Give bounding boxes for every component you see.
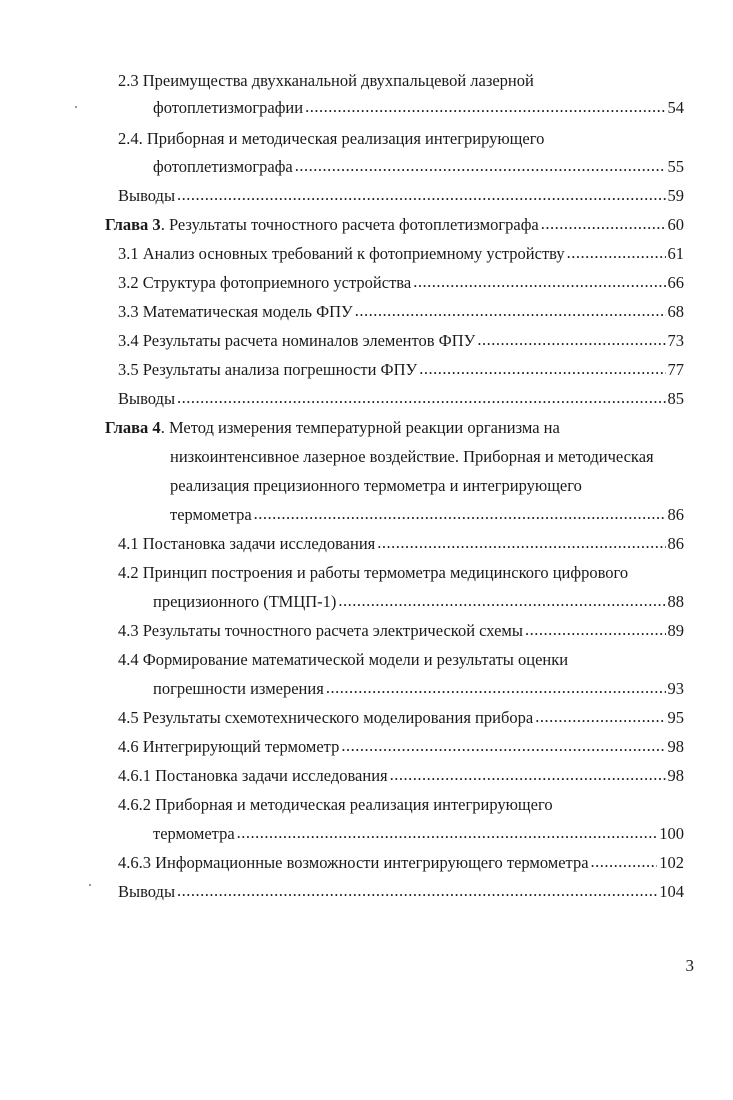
toc-entry-conclusions-3[interactable] — [118, 389, 684, 409]
toc-page-number: 89 — [667, 621, 684, 640]
toc-entry-chapter-3[interactable] — [105, 215, 684, 235]
toc-entry-4-2-line2: прецизионного (ТМЦП-1) — [153, 592, 337, 611]
dot-leader — [254, 506, 666, 520]
toc-entry-4-4-line1: 4.4 Формирование математической модели и результаты оценки — [118, 650, 569, 669]
toc-entry-4-6-2-line1: 4.6.2 Приборная и методическая реализация интегрирующего — [118, 795, 553, 814]
dot-leader — [326, 680, 666, 694]
dot-leader — [567, 245, 666, 259]
toc-entry-3-1[interactable] — [118, 244, 684, 264]
chapter-title: . Метод измерения температурной реакции организма на — [160, 418, 560, 437]
toc-entry-conclusions-2[interactable] — [118, 186, 684, 206]
toc-page-number: 85 — [667, 389, 684, 408]
toc-page-number: 98 — [667, 737, 684, 756]
toc-page-number: 77 — [667, 360, 684, 379]
toc-entry-chapter-4-line1 — [105, 418, 560, 438]
toc-page-number: 88 — [667, 592, 684, 611]
toc-page-number: 60 — [667, 215, 684, 234]
dot-leader — [413, 274, 665, 288]
dot-leader — [477, 332, 665, 346]
dot-leader — [338, 593, 665, 607]
dot-leader — [177, 390, 665, 404]
toc-entry-2-4-line2: фотоплетизмографа — [153, 157, 293, 176]
toc-page-number: 73 — [667, 331, 684, 350]
chapter-prefix: Глава 3 — [105, 215, 161, 234]
toc-entry-label — [105, 215, 539, 235]
toc-entry-2-3-line1: 2.3 Преимущества двухканальной двухпальцевой лазерной — [118, 71, 534, 90]
dot-leader — [177, 883, 657, 897]
toc-entry-4-6-3[interactable] — [118, 853, 684, 873]
dot-leader — [237, 825, 658, 839]
toc-entry-label: 4.3 Результаты точностного расчета электрической схемы — [118, 621, 523, 640]
toc-page-number: 66 — [667, 273, 684, 292]
toc-entry-4-6-2[interactable] — [153, 824, 684, 844]
toc-page-number: 93 — [667, 679, 684, 698]
dot-leader — [390, 767, 666, 781]
scan-speck — [75, 106, 77, 108]
dot-leader — [355, 303, 666, 317]
toc-entry-label: 4.5 Результаты схемотехнического моделирования прибора — [118, 708, 534, 727]
toc-entry-chapter-4[interactable] — [170, 505, 684, 525]
toc-entry-chapter-4-line3: реализация прецизионного термометра и интегрирующего — [170, 476, 582, 495]
toc-page-number: 86 — [667, 534, 684, 553]
toc-entry-4-2-line1: 4.2 Принцип построения и работы термометра медицинского цифрового — [118, 563, 629, 582]
chapter-prefix: Глава 4 — [105, 418, 161, 437]
toc-entry-4-1[interactable] — [118, 534, 684, 554]
toc-page-number: 95 — [667, 708, 684, 727]
toc-entry-label: 4.6.1 Постановка задачи исследования — [118, 766, 388, 785]
toc-page-number: 86 — [667, 505, 684, 524]
toc-entry-2-3[interactable] — [153, 98, 684, 118]
toc-entry-3-4[interactable] — [118, 331, 684, 351]
toc-page-number: 68 — [667, 302, 684, 321]
toc-entry-3-3[interactable] — [118, 302, 684, 322]
toc-page-number: 104 — [659, 882, 684, 901]
toc-entry-label: 3.4 Результаты расчета номиналов элементов ФПУ — [118, 331, 476, 350]
toc-entry-label: 4.6 Интегрирующий термометр — [118, 737, 340, 756]
toc-entry-3-2[interactable] — [118, 273, 684, 293]
toc-entry-label: 3.3 Математическая модель ФПУ — [118, 302, 353, 321]
toc-entry-chapter-4-line2: низкоинтенсивное лазерное воздействие. Приборная и методическая — [170, 447, 654, 466]
toc-entry-label: 3.1 Анализ основных требований к фотоприемному устройству — [118, 244, 565, 263]
toc-entry-chapter-4-line4: термометра — [170, 505, 252, 524]
toc-page-number: 54 — [667, 98, 684, 117]
toc-page-number: 102 — [659, 853, 684, 872]
toc-entry-2-3-line2: фотоплетизмографии — [153, 98, 304, 117]
toc-entry-label: 4.6.3 Информационные возможности интегрирующего термометра — [118, 853, 589, 872]
dot-leader — [377, 535, 665, 549]
toc-entry-label: Выводы — [118, 186, 176, 205]
dot-leader — [295, 158, 666, 172]
chapter-title: . Результаты точностного расчета фотоплетизмографа — [160, 215, 539, 234]
toc-page-number: 98 — [667, 766, 684, 785]
toc-entry-label: 3.5 Результаты анализа погрешности ФПУ — [118, 360, 418, 379]
dot-leader — [525, 622, 666, 636]
toc-entry-label: 3.2 Структура фотоприемного устройства — [118, 273, 412, 292]
toc-page-number: 55 — [667, 157, 684, 176]
toc-page-number: 100 — [659, 824, 684, 843]
dot-leader — [177, 187, 665, 201]
toc-entry-4-4[interactable] — [153, 679, 684, 699]
toc-entry-4-4-line2: погрешности измерения — [153, 679, 324, 698]
toc-entry-2-4-line1: 2.4. Приборная и методическая реализация интегрирующего — [118, 129, 545, 148]
scan-speck — [89, 884, 91, 886]
dot-leader — [419, 361, 665, 375]
toc-entry-conclusions-4[interactable] — [118, 882, 684, 902]
toc-entry-4-5[interactable] — [118, 708, 684, 728]
dot-leader — [305, 99, 665, 113]
toc-page-number: 59 — [667, 186, 684, 205]
toc-entry-4-6[interactable] — [118, 737, 684, 757]
toc-entry-4-6-2-line2: термометра — [153, 824, 235, 843]
dot-leader — [341, 738, 665, 752]
toc-entry-3-5[interactable] — [118, 360, 684, 380]
toc-entry-4-6-1[interactable] — [118, 766, 684, 786]
toc-entry-4-3[interactable] — [118, 621, 684, 641]
toc-page-number: 61 — [667, 244, 684, 263]
dot-leader — [591, 854, 658, 868]
toc-entry-label: 4.1 Постановка задачи исследования — [118, 534, 376, 553]
dot-leader — [541, 216, 666, 230]
toc-entry-4-2[interactable] — [153, 592, 684, 612]
page-number: 3 — [685, 956, 694, 975]
toc-entry-label: Выводы — [118, 389, 176, 408]
toc-entry-2-4[interactable] — [153, 157, 684, 177]
dot-leader — [535, 709, 665, 723]
toc-entry-label: Выводы — [118, 882, 176, 901]
